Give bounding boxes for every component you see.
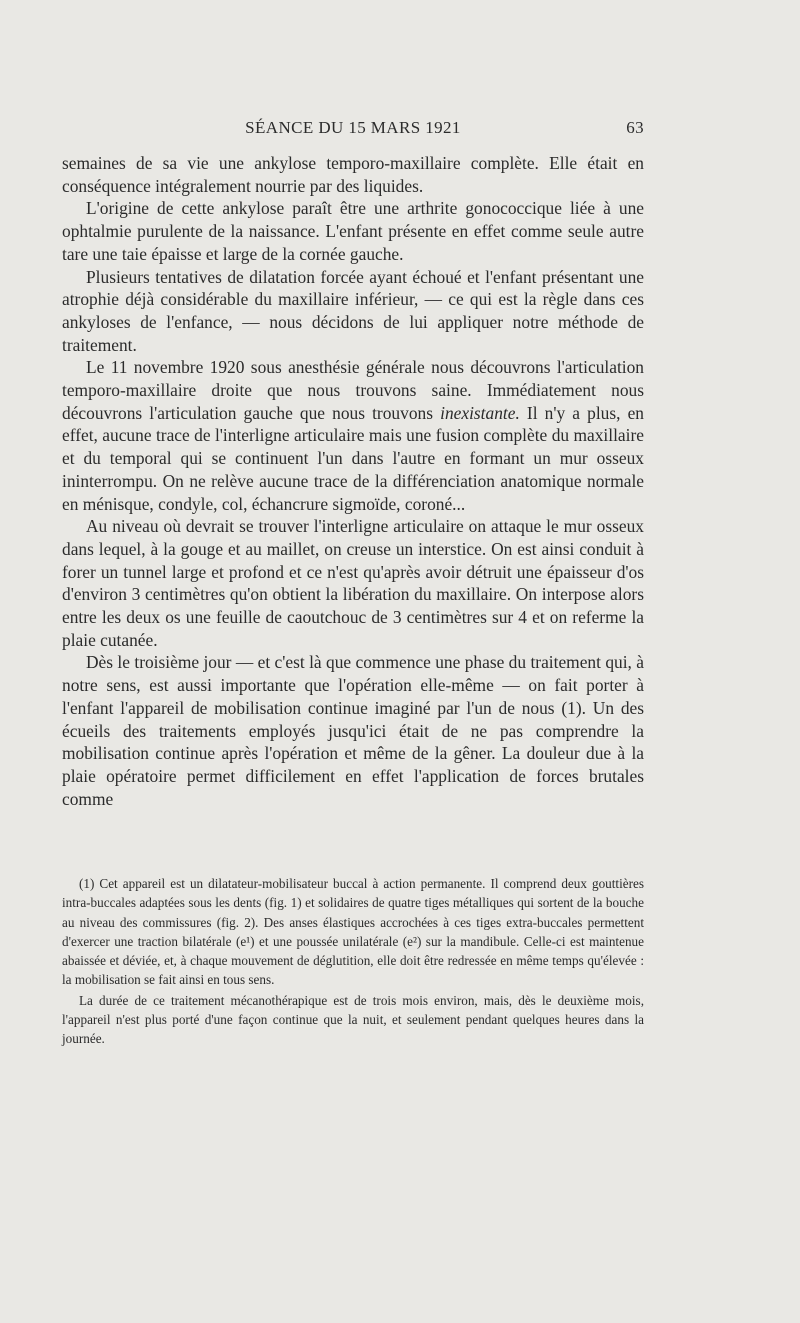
footnote-2: La durée de ce traitement mécanothérapique est de trois mois environ, mais, dès le deuxième mois, l'appareil n'est plus porté d'une façon continue que la nuit, et seulement pendant quelques heures dans la journée. xyxy=(62,992,644,1047)
paragraph-3: Plusieurs tentatives de dilatation forcée ayant échoué et l'enfant présentant une atrophie déjà considérable du maxillaire inférieur, — ce qui est la règle dans ces ankyloses de l'enfance, — nous décidons de lui appliquer notre méthode de traitement. xyxy=(62,266,644,355)
paragraph-4-part-2: Il n'y a plus, en effet, aucune trace de l'interligne articulaire mais une fusion complète du maxillaire et du temporal qui se continuent l'un dans l'autre en formant un mur osseux ininterrompu. On ne relève aucune trace de la différenciation anatomique normale en ménisque, condyle, col, échancrure sigmoïde, coroné... xyxy=(62,402,644,514)
running-head xyxy=(62,118,644,142)
paragraph-1: semaines de sa vie une ankylose temporo-maxillaire complète. Elle était en conséquence intégralement nourrie par des liquides. xyxy=(62,153,644,196)
page-number: 63 xyxy=(626,118,644,137)
paragraph-4-part-1: Le 11 novembre 1920 sous anesthésie générale nous découvrons l'articulation temporo-maxillaire droite que nous trouvons saine. Immédiatement nous découvrons l'articulation gauche que nous trouvons xyxy=(62,357,644,423)
running-title: SÉANCE DU 15 MARS 1921 xyxy=(245,118,461,137)
paragraph-6: Dès le troisième jour — et c'est là que commence une phase du traitement qui, à notre sens, est aussi importante que l'opération elle-même — on fait porter à l'enfant l'appareil de mobilisation continue imaginé par l'un de nous (1). Un des écueils des traitements employés jusqu'ici était de ne pas comprendre la mobilisation continue après l'opération et même de la gêner. La douleur due à la plaie opératoire permet difficilement en effet l'application de forces brutales comme xyxy=(62,652,644,809)
footnotes xyxy=(62,874,644,1049)
body-text xyxy=(62,152,644,810)
footnote-1: (1) Cet appareil est un dilatateur-mobilisateur buccal à action permanente. Il comprend deux gouttières intra-buccales adaptées sous les dents (fig. 1) et solidaires de quatre tiges métalliques qui sortent de la bouche au niveau des commissures (fig. 2). Des anses élastiques accrochées à ces tiges extra-buccales permettent d'exercer une traction bilatérale (e¹) et une poussée unilatérale (e²) sur la mandibule. Celle-ci est maintenue abaissée et déviée, et, à chaque mouvement de déglutition, elle doit être redressée en même temps qu'élevée : la mobilisation se fait ainsi en tous sens. xyxy=(62,876,644,988)
paragraph-2: L'origine de cette ankylose paraît être une arthrite gonococcique liée à une ophtalmie purulente de la naissance. L'enfant présente en effet comme seule autre tare une taie épaisse et large de la cornée gauche. xyxy=(62,198,644,264)
paragraph-4 xyxy=(62,356,644,515)
paragraph-5: Au niveau où devrait se trouver l'interligne articulaire on attaque le mur osseux dans lequel, à la gouge et au maillet, on creuse un interstice. On est ainsi conduit à forer un tunnel large et profond et ce n'est qu'après avoir détruit une épaisseur d'os d'environ 3 centimètres qu'on obtient la libération du maxillaire. On interpose alors entre les deux os une feuille de caoutchouc de 3 centimètres sur 4 et on referme la plaie cutanée. xyxy=(62,516,644,650)
paragraph-4-italic: inexistante. xyxy=(440,402,520,423)
